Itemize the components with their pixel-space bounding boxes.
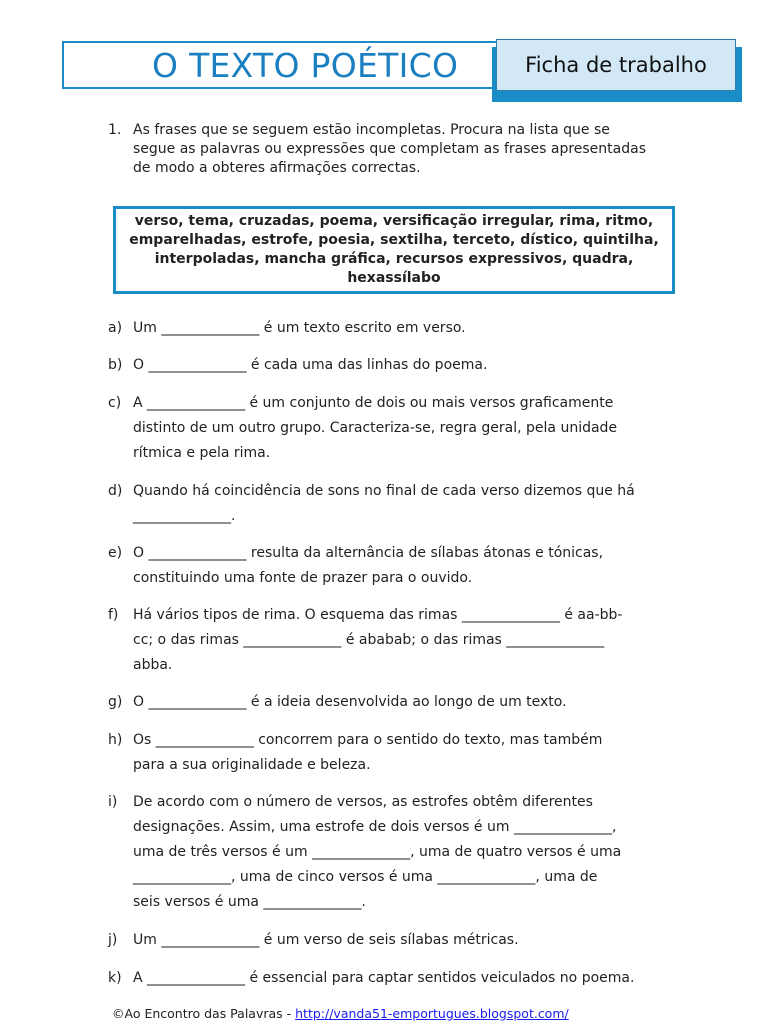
question-line: Há vários tipos de rima. O esquema das rimas ______________ é aa-bb- [133, 607, 623, 623]
question-label: i) [108, 794, 118, 810]
footer-credit: ©Ao Encontro das Palavras - [112, 1006, 296, 1021]
question-line: ______________, uma de cinco versos é uma ______________, uma de [133, 869, 598, 885]
question-line: A ______________ é essencial para captar sentidos veiculados no poema. [133, 970, 635, 986]
footer [112, 1006, 569, 1021]
instruction-line: As frases que se seguem estão incompletas. Procura na lista que se [133, 122, 610, 138]
question-text [133, 790, 663, 915]
question-label: b) [108, 357, 123, 373]
question-label: e) [108, 545, 123, 561]
question-text [133, 603, 663, 678]
instruction-number: 1. [108, 122, 122, 138]
question-text [133, 391, 663, 466]
question-label: j) [108, 932, 118, 948]
question-text [133, 690, 663, 715]
question-label: f) [108, 607, 119, 623]
question-label: a) [108, 320, 123, 336]
question-line: abba. [133, 657, 173, 673]
word-bank-line: verso, tema, cruzadas, poema, versificação irregular, rima, ritmo, [134, 213, 654, 229]
instruction-line: de modo a obteres afirmações correctas. [133, 160, 421, 176]
question-line: distinto de um outro grupo. Caracteriza-se, regra geral, pela unidade [133, 420, 618, 436]
question-text [133, 353, 663, 378]
subtitle: Ficha de trabalho [525, 53, 707, 77]
question-line: O ______________ resulta da alternância de sílabas átonas e tónicas, [133, 545, 604, 561]
question-line: O ______________ é cada uma das linhas do poema. [133, 357, 488, 373]
question-line: A ______________ é um conjunto de dois ou mais versos graficamente [133, 395, 614, 411]
blog-link[interactable]: http://vanda51-emportugues.blogspot.com/ [295, 1006, 569, 1021]
question-line: cc; o das rimas ______________ é ababab; o das rimas ______________ [133, 632, 605, 648]
question-text [133, 316, 663, 341]
question-label: h) [108, 732, 123, 748]
page-title: O TEXTO POÉTICO [152, 46, 459, 85]
question-line: De acordo com o número de versos, as estrofes obtêm diferentes [133, 794, 593, 810]
word-bank-line: emparelhadas, estrofe, poesia, sextilha, terceto, dístico, quintilha, [129, 232, 659, 248]
question-line: ______________. [133, 508, 236, 524]
question-text [133, 479, 663, 529]
word-bank-line: hexassílabo [347, 270, 441, 286]
question-text [133, 966, 663, 991]
question-line: para a sua originalidade e beleza. [133, 757, 371, 773]
question-line: Um ______________ é um texto escrito em verso. [133, 320, 466, 336]
question-label: k) [108, 970, 122, 986]
question-text [133, 928, 663, 953]
instruction-text [133, 121, 668, 178]
question-line: designações. Assim, uma estrofe de dois versos é um ______________, [133, 819, 617, 835]
question-line: Os ______________ concorrem para o sentido do texto, mas também [133, 732, 603, 748]
question-line: rítmica e pela rima. [133, 445, 271, 461]
question-text [133, 541, 663, 591]
word-bank-line: interpoladas, mancha gráfica, recursos expressivos, quadra, [154, 251, 634, 267]
question-line: constituindo uma fonte de prazer para o ouvido. [133, 570, 473, 586]
question-line: O ______________ é a ideia desenvolvida ao longo de um texto. [133, 694, 567, 710]
question-line: Quando há coincidência de sons no final de cada verso dizemos que há [133, 483, 635, 499]
question-line: Um ______________ é um verso de seis sílabas métricas. [133, 932, 519, 948]
question-label: g) [108, 694, 123, 710]
word-bank-text [120, 212, 668, 288]
question-line: seis versos é uma ______________. [133, 894, 366, 910]
question-label: c) [108, 395, 122, 411]
question-label: d) [108, 483, 123, 499]
instruction-line: segue as palavras ou expressões que completam as frases apresentadas [133, 141, 646, 157]
question-line: uma de três versos é um ______________, uma de quatro versos é uma [133, 844, 622, 860]
question-text [133, 728, 663, 778]
